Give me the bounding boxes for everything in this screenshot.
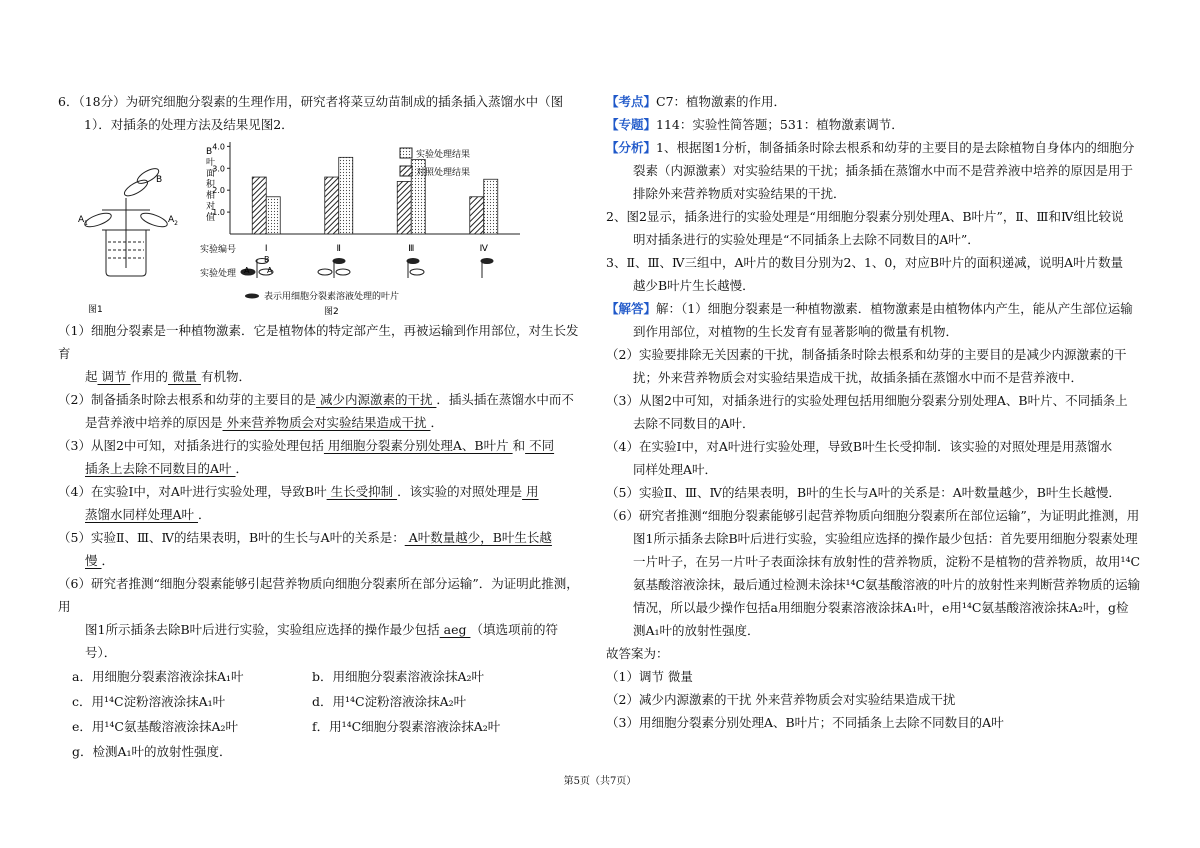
bar-chart xyxy=(212,142,520,254)
answer-blank: aeg xyxy=(439,622,471,637)
q2-line1: （2）制备插条时除去根系和幼芽的主要目的是 减少内源激素的干扰 ．插头插在蒸馏水中而不 xyxy=(58,392,574,407)
option-row xyxy=(58,689,588,714)
option-b: b．用细胞分裂素溶液涂抹A₂叶 xyxy=(312,669,485,684)
option-d: d．用¹⁴C淀粉溶液涂抹A₂叶 xyxy=(312,694,467,709)
question-column xyxy=(58,90,588,764)
answer-blank: 不同 xyxy=(525,438,555,453)
y-axis-label xyxy=(206,147,216,223)
fenxi-cont: 越少B叶片生长越慢． xyxy=(633,278,755,293)
jieda-cont: 情况，所以最少操作包括a用细胞分裂素溶液涂抹A₁叶，e用¹⁴C氨基酸溶液涂抹A₂叶，g检 xyxy=(633,600,1129,615)
q3-line1: （3）从图2中可知，对插条进行的实验处理包括 用细胞分裂素分别处理A、B叶片 和 不同 xyxy=(58,438,555,453)
question-stem-cont: 1）．对插条的处理方法及结果见图2． xyxy=(84,117,294,132)
y-tick-label: 1.0 xyxy=(212,208,225,218)
answer-column xyxy=(606,90,1172,734)
legend-exp-swatch xyxy=(400,148,412,158)
fenxi-cont: 排除外来营养物质对实验结果的干扰． xyxy=(633,186,846,201)
jieda-cont: 去除不同数目的A叶． xyxy=(633,416,755,431)
q6-line3: 号）． xyxy=(85,645,117,660)
answer-blank: 调节 xyxy=(97,369,131,384)
q3-line2: 插条上去除不同数目的A叶 ． xyxy=(85,461,249,476)
fig2-label: 图2 xyxy=(324,307,339,316)
jieda-4: （4）在实验Ⅰ中，对A叶进行实验处理，导致B叶生长受抑制．该实验的对照处理是用蒸馏水 xyxy=(606,439,1113,454)
q6-line2: 图1所示插条去除B叶后进行实验，实验组应选择的操作最少包括 aeg （填选项前的符 xyxy=(85,622,558,637)
q4-line2: 蒸馏水同样处理A叶 ． xyxy=(85,507,211,522)
fenxi-3: 3、Ⅱ、Ⅲ、Ⅳ三组中，A叶片的数目分别为2、1、0，对应B叶片的面积递减，说明A叶片数量 xyxy=(606,255,1124,270)
jieda-3: （3）从图2中可知，对插条进行的实验处理包括用细胞分裂素分别处理A、B叶片、不同插条上 xyxy=(606,393,1128,408)
option-f: f．用¹⁴C细胞分裂素溶液涂抹A₂叶 xyxy=(312,719,501,734)
legend-ctrl-swatch xyxy=(400,166,412,176)
fenxi-2: 2、图2显示，插条进行的实验处理是“用细胞分裂素分别处理A、B叶片”，Ⅱ、Ⅲ和Ⅳ组比较说 xyxy=(606,209,1124,224)
y-tick-label: 4.0 xyxy=(212,142,225,152)
row-label-id: 实验编号 xyxy=(200,245,237,255)
answer-blank: 减少内源激素的干扰 xyxy=(315,392,437,407)
jieda-2: （2）实验要排除无关因素的干扰，制备插条时除去根系和幼芽的主要目的是减少内源激素的干 xyxy=(606,347,1127,362)
legend-ctrl: 对照处理结果 xyxy=(416,168,471,178)
final-answer-2: （2）减少内源激素的干扰 外来营养物质会对实验结果造成干扰 xyxy=(606,692,956,707)
bar xyxy=(325,177,339,234)
answer-header: 故答案为： xyxy=(606,646,669,661)
jieda: 【解答】解：（1）细胞分裂素是一种植物激素．植物激素是由植物体内产生，能从产生部位运输 xyxy=(606,301,1133,316)
fig1-label: 图1 xyxy=(88,305,103,315)
bar xyxy=(252,177,266,234)
q5-line2: 慢 ． xyxy=(85,553,114,568)
bar xyxy=(484,179,498,234)
jieda-cont: 到作用部位，对植物的生长发育有显著影响的微量有机物． xyxy=(633,324,959,339)
figure-note: 表示用细胞分裂素溶液处理的叶片 xyxy=(264,292,400,302)
icon-label-b: B xyxy=(264,255,270,264)
jieda-6: （6）研究者推测“细胞分裂素能够引起营养物质向细胞分裂素所在部位运输”，为证明此推测，用 xyxy=(606,508,1140,523)
q6-line1: （6）研究者推测“细胞分裂素能够引起营养物质向细胞分裂素所在部分运输”．为证明此推测，用 xyxy=(58,576,579,614)
zhuanti: 【专题】114：实验性简答题；531：植物激素调节． xyxy=(606,117,904,132)
fenxi-cont: 明对插条进行的实验处理是“不同插条上去除不同数目的A叶”． xyxy=(633,232,980,247)
note-leaf-icon xyxy=(245,294,259,299)
category-label: Ⅱ xyxy=(336,244,341,254)
y-axis-label-char: B xyxy=(206,147,213,157)
q5-line1: （5）实验Ⅱ、Ⅲ、Ⅳ的结果表明，B叶的生长与A叶的关系是： A叶数量越少，B叶生长越 xyxy=(58,530,552,545)
question-stem: 6．（18分）为研究细胞分裂素的生理作用，研究者将菜豆幼苗制成的插条插入蒸馏水中（图 xyxy=(58,94,564,109)
y-tick-label: 2.0 xyxy=(212,186,225,196)
y-tick-label: 3.0 xyxy=(212,164,225,174)
label-a2: $A_2$ xyxy=(168,215,178,227)
icon-label-a: A xyxy=(244,266,250,275)
page-footer: 第5页（共7页） xyxy=(563,776,637,787)
jieda-cont: 氨基酸溶液涂抹，最后通过检测未涂抹¹⁴C氨基酸溶液的叶片的放射性来判断营养物质的运输 xyxy=(633,577,1141,592)
final-answer-1: （1）调节 微量 xyxy=(606,669,693,684)
y-axis-label-char: 面 xyxy=(206,169,216,179)
y-axis-label-char: 对 xyxy=(206,202,216,212)
option-c: c．用¹⁴C淀粉溶液涂抹A₁叶 xyxy=(72,694,226,709)
q2-line2: 是营养液中培养的原因是 外来营养物质会对实验结果造成干扰 ． xyxy=(85,415,443,430)
kaodian: 【考点】C7：植物激素的作用． xyxy=(606,94,787,109)
y-axis-label-char: 相 xyxy=(206,191,216,201)
answer-blank: A叶数量越少，B叶生长越 xyxy=(404,530,552,545)
y-axis-label-char: 叶 xyxy=(206,158,216,168)
jieda-cont: 扰；外来营养物质会对实验结果造成干扰，故插条插在蒸馏水中而不是营养液中． xyxy=(633,370,1084,385)
option-row xyxy=(58,739,588,764)
label-b: B xyxy=(156,175,163,185)
bar xyxy=(266,197,280,234)
option-e: e．用¹⁴C氨基酸溶液涂抹A₂叶 xyxy=(72,719,239,734)
answer-blank: 用细胞分裂素分别处理A、B叶片 xyxy=(323,438,513,453)
final-answer-3: （3）用细胞分裂素分别处理A、B叶片；不同插条上去除不同数目的A叶 xyxy=(606,715,1004,730)
bar xyxy=(397,181,411,234)
jieda-cont: 测A₁叶的放射性强度． xyxy=(633,623,760,638)
jieda-cont: 一片叶子，在另一片叶子表面涂抹有放射性的营养物质，淀粉不是植物的营养物质，故用¹⁴C xyxy=(633,554,1141,569)
answer-blank: 插条上去除不同数目的A叶 xyxy=(85,461,236,476)
bar xyxy=(470,197,484,234)
jieda-cont: 图1所示插条去除B叶后进行实验，实验组应选择的操作最少包括：首先要用细胞分裂素处理 xyxy=(633,531,1138,546)
answer-blank: 生长受抑制 xyxy=(326,484,398,499)
treatment-icons xyxy=(241,259,493,279)
answer-blank: 用 xyxy=(522,484,539,499)
figure xyxy=(72,138,572,316)
option-row xyxy=(58,664,588,689)
legend-exp: 实验处理结果 xyxy=(416,150,471,160)
y-axis-label-char: 积 xyxy=(206,180,216,190)
answer-blank: 外来营养物质会对实验结果造成干扰 xyxy=(222,415,431,430)
answer-blank: 慢 xyxy=(85,553,102,568)
answer-blank: 蒸馏水同样处理A叶 xyxy=(85,507,199,522)
row-label-treat: 实验处理 xyxy=(200,269,237,279)
category-label: Ⅰ xyxy=(264,244,268,254)
answer-blank: 微量 xyxy=(167,369,201,384)
icon-label-a: A xyxy=(267,266,273,275)
jieda-cont: 同样处理A叶． xyxy=(633,462,718,477)
label-a1: $A_1$ xyxy=(78,215,88,227)
category-label: Ⅲ xyxy=(408,244,415,254)
category-label: Ⅳ xyxy=(479,244,488,254)
option-g: g．检测A₁叶的放射性强度． xyxy=(72,744,232,759)
y-axis-label-char: 值 xyxy=(206,213,216,223)
fenxi: 【分析】1、根据图1分析，制备插条时除去根系和幼芽的主要目的是去除植物自身体内的细胞分 xyxy=(606,140,1135,155)
fenxi-cont: 裂素（内源激素）对实验结果的干扰；插条插在蒸馏水中而不是营养液中培养的原因是用于 xyxy=(633,163,1134,178)
q1-line1: （1）细胞分裂素是一种植物激素．它是植物体的特定部产生，再被运输到作用部位，对生长发育 xyxy=(58,323,579,361)
q4-line1: （4）在实验Ⅰ中，对A叶进行实验处理，导致B叶 生长受抑制 ．该实验的对照处理是 用 xyxy=(58,484,539,499)
option-a: a．用细胞分裂素溶液涂抹A₁叶 xyxy=(72,669,244,684)
option-row xyxy=(58,714,588,739)
jieda-5: （5）实验Ⅱ、Ⅲ、Ⅳ的结果表明，B叶的生长与A叶的关系是：A叶数量越少，B叶生长越慢． xyxy=(606,485,1121,500)
bar xyxy=(339,157,353,234)
q1-line2: 起 调节 作用的 微量 有机物． xyxy=(85,369,251,384)
